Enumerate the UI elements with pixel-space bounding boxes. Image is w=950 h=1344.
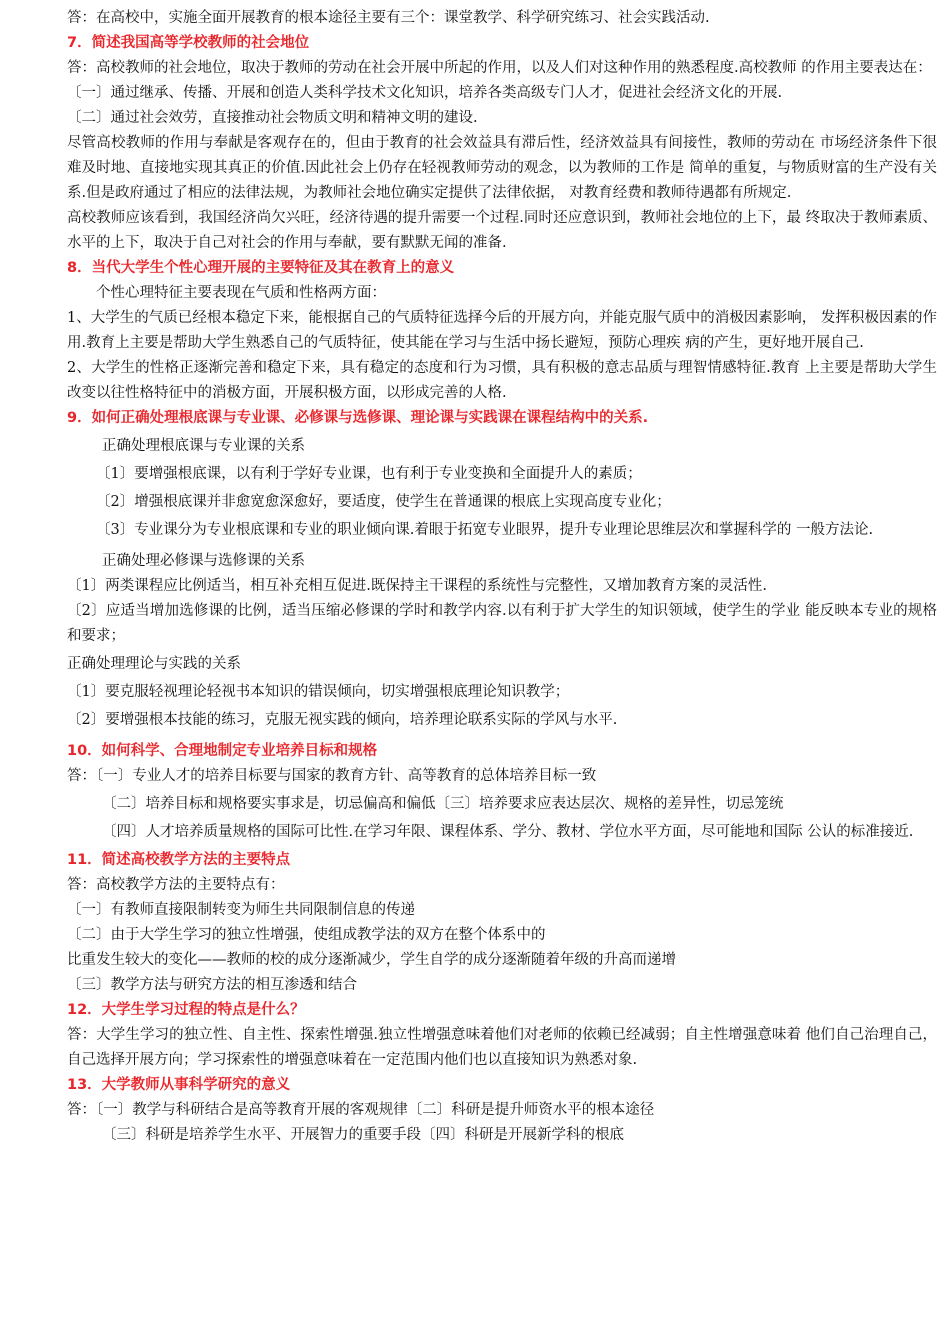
q11-heading: 11．简述高校教学方法的主要特点 xyxy=(67,852,291,868)
section-q13 xyxy=(67,1073,937,1148)
q7-paragraph-value: 尽管高校教师的作用与奉献是客观存在的，但由于教育的社会效益具有滞后性，经济效益具有间接性，教师的劳动在 市场经济条件下很难及时地、直接地实现其真正的价值.因此社会上仍存在轻视教师劳动的观念，以为教师的工作是 简单的重复，与物质财富的生产没有关系.但是政府通过了相应的法律法规，为教师社会地位确实定提供了法律依据， 对教育经费和教师待遇都有所规定. xyxy=(67,135,937,201)
q9-subheading-basic-major: 正确处理根底课与专业课的关系 xyxy=(102,438,305,454)
q8-point-1: 1、大学生的气质已经根本稳定下来，能根据自己的气质特征选择今后的开展方向，并能克服气质中的消极因素影响， 发挥积极因素的作用.教育上主要是帮助大学生熟悉自己的气质特征，使其能在学习与生活中扬长避短，预防心理疾 病的产生，更好地开展自己. xyxy=(67,310,937,351)
q8-heading: 8．当代大学生个性心理开展的主要特征及其在教育上的意义 xyxy=(67,260,455,276)
q9-heading: 9．如何正确处理根底课与专业课、必修课与选修课、理论课与实践课在课程结构中的关系. xyxy=(67,410,649,426)
q13-heading: 13．大学教师从事科学研究的意义 xyxy=(67,1077,291,1093)
q9-basic-major-2: 〔2〕增强根底课并非愈宽愈深愈好，要适度，使学生在普通课的根底上实现高度专业化； xyxy=(96,494,671,510)
q10-point-4: 〔四〕人才培养质量规格的国际可比性.在学习年限、课程体系、学分、教材、学位水平方面，尽可能地和国际 公认的标准接近. xyxy=(102,824,914,840)
section-q11 xyxy=(67,848,937,998)
q12-answer: 答：大学生学习的独立性、自主性、探索性增强.独立性增强意味着他们对老师的依赖已经减弱；自主性增强意味着 他们自己治理自己，自己选择开展方向；学习探索性的增强意味着在一定范围内他们也以直接知识为熟悉对象. xyxy=(67,1027,937,1068)
q7-heading: 7．简述我国高等学校教师的社会地位 xyxy=(67,35,310,51)
section-q7 xyxy=(67,31,937,256)
q9-required-elective-1: 〔1〕两类课程应比例适当，相互补充相互促进.既保持主干课程的系统性与完整性，又增加教育方案的灵活性. xyxy=(67,578,767,594)
section-q10 xyxy=(67,739,937,845)
q7-point-2: 〔二〕通过社会效劳，直接推动社会物质文明和精神文明的建设. xyxy=(67,110,478,126)
section-q9 xyxy=(67,406,937,733)
q8-intro: 个性心理特征主要表现在气质和性格两方面： xyxy=(96,285,386,301)
section-q12 xyxy=(67,998,937,1073)
q9-required-elective-2: 〔2〕应适当增加选修课的比例，适当压缩必修课的学时和教学内容.以有利于扩大学生的知识领域，使学生的学业 能反映本专业的规格和要求； xyxy=(67,603,937,644)
q10-point-1: 答：〔一〕专业人才的培养目标要与国家的教育方针、高等教育的总体培养目标一致 xyxy=(67,768,597,784)
q11-point-2-continued: 比重发生较大的变化——教师的校的成分逐渐减少，学生自学的成分逐渐随着年级的升高而递增 xyxy=(67,952,676,968)
q9-basic-major-3: 〔3〕专业课分为专业根底课和专业的职业倾向课.着眼于拓宽专业眼界，提升专业理论思维层次和掌握科学的 一般方法论. xyxy=(96,522,874,538)
q9-theory-practice-1: 〔1〕要克服轻视理论轻视书本知识的错误倾向，切实增强根底理论知识教学； xyxy=(67,684,570,700)
q11-point-2: 〔二〕由于大学生学习的独立性增强，使组成教学法的双方在整个体系中的 xyxy=(67,927,546,943)
q8-point-2: 2、大学生的性格正逐渐完善和稳定下来，具有稳定的态度和行为习惯，具有积极的意志品质与理智情感特征.教育 上主要是帮助大学生改变以往性格特征中的消极方面，开展积极方面，以形成完善的人格. xyxy=(67,360,937,401)
q7-point-1: 〔一〕通过继承、传播、开展和创造人类科学技术文化知识，培养各类高级专门人才，促进社会经济文化的开展. xyxy=(67,85,783,101)
q9-theory-practice-2: 〔2〕要增强根本技能的练习，克服无视实践的倾向，培养理论联系实际的学风与水平. xyxy=(67,712,618,728)
q10-heading: 10．如何科学、合理地制定专业培养目标和规格 xyxy=(67,743,378,759)
q10-point-2-3: 〔二〕培养目标和规格要实事求是，切忌偏高和偏低〔三〕培养要求应表达层次、规格的差异性，切忌笼统 xyxy=(102,796,784,812)
section-q8 xyxy=(67,256,937,406)
q11-point-1: 〔一〕有教师直接限制转变为师生共同限制信息的传递 xyxy=(67,902,415,918)
q7-paragraph-conclusion: 高校教师应该看到，我国经济尚欠兴旺，经济待遇的提升需要一个过程.同时还应意识到，教师社会地位的上下，最 终取决于教师素质、水平的上下，取决于自己对社会的作用与奉献，要有默默无闻的准备. xyxy=(67,210,937,251)
q13-point-3-4: 〔三〕科研是培养学生水平、开展智力的重要手段〔四〕科研是开展新学科的根底 xyxy=(102,1127,624,1143)
q9-basic-major-1: 〔1〕要增强根底课，以有利于学好专业课，也有利于专业变换和全面提升人的素质； xyxy=(96,466,642,482)
q9-subheading-required-elective: 正确处理必修课与选修课的关系 xyxy=(102,553,305,569)
q13-point-1-2: 答：〔一〕教学与科研结合是高等教育开展的客观规律〔二〕科研是提升师资水平的根本途径 xyxy=(67,1102,655,1118)
q11-point-3: 〔三〕教学方法与研究方法的相互渗透和结合 xyxy=(67,977,357,993)
document-page xyxy=(67,6,937,1148)
q12-heading: 12．大学生学习过程的特点是什么？ xyxy=(67,1002,305,1018)
q11-answer-intro: 答：高校教学方法的主要特点有： xyxy=(67,877,285,893)
intro-answer: 答：在高校中，实施全面开展教育的根本途径主要有三个：课堂教学、科学研究练习、社会实践活动. xyxy=(67,10,710,26)
q9-subheading-theory-practice: 正确处理理论与实践的关系 xyxy=(67,656,241,672)
q7-answer-intro: 答：高校教师的社会地位，取决于教师的劳动在社会开展中所起的作用，以及人们对这种作用的熟悉程度.高校教师 的作用主要表达在： xyxy=(67,60,932,76)
